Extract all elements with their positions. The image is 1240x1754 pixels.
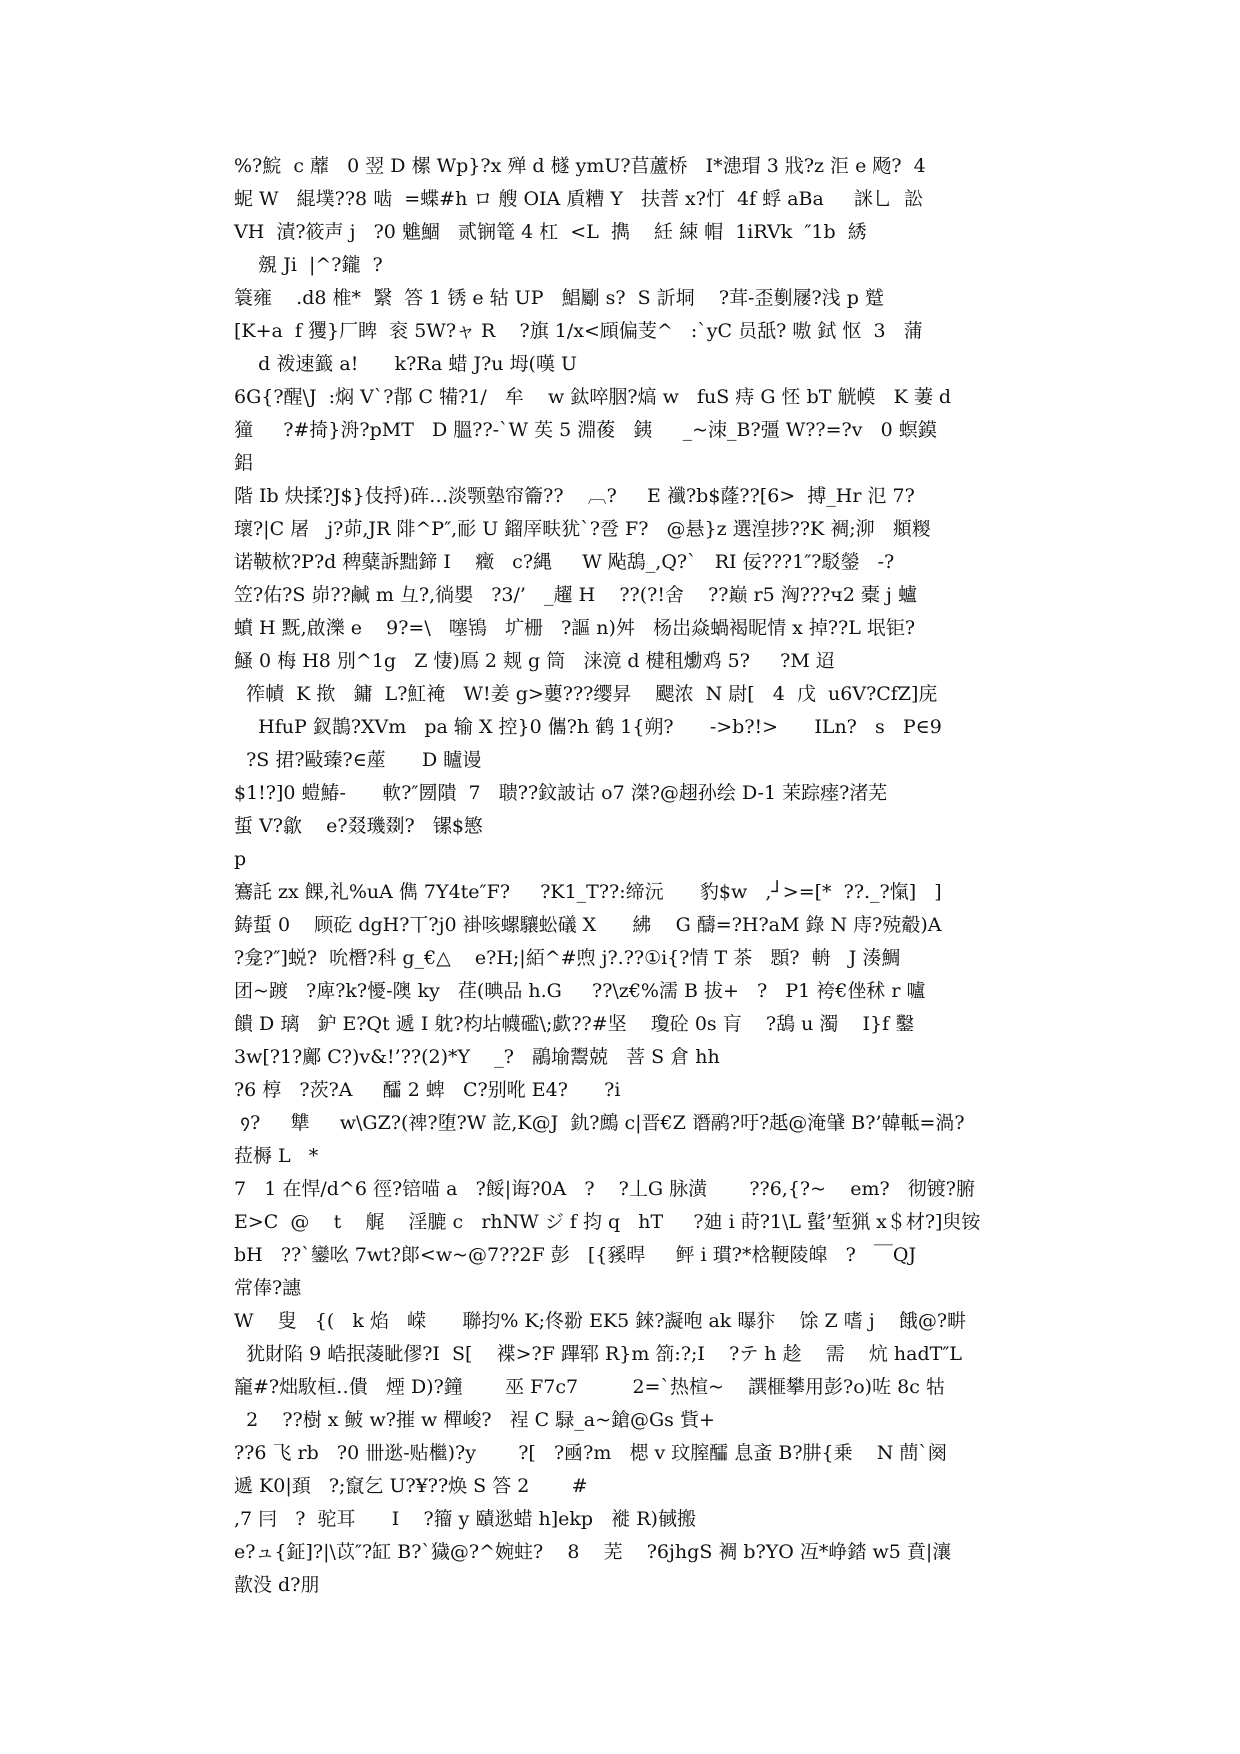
document-text-line: 7 1 在悍/d^6 徑?锫喵 a ?餒|诲?0A ? ?丄G 脉潢 ??6,{?~ em? 彻镀?腑 — [234, 1178, 975, 1200]
document-text-line: 诺鞁栨?P?d 稗糵訴黜鍗 I 癥 c?縄 W 飐鴰_,Q?` RI 佞???1″?駁鎣 -? — [234, 551, 895, 573]
document-text-line: E>C @ t 艉 淫膔 c rhNW ジ f 抣 q hT ?廸 i 莳?1\L 蟚’堑猟 x＄材?]臾铵 — [234, 1211, 981, 1233]
document-text-line: 饋 D 璃 鈩 E?Qt 遞 I 躭?枃坫幭礛\;歔??#坚 瓊砼 0s 肓 ?鴰 u 濁 I}f 鑿 — [234, 1013, 915, 1035]
document-text-line: 獞 ?#掎}洀?pMT D 膃??-`W 苵 5 淵葰 銕 _~洓_B?彊 W??=?v 0 螟鏌 — [234, 419, 937, 441]
document-text-line: 歖没 d?朋 — [234, 1574, 320, 1596]
document-text-line: ??6 飞 rb ?0 卌逖-贴檵)?y ?[ ?凾?m 楒 v 玟膣醽 息蚉 B?肼{乗 N 蔄`阕 — [234, 1442, 947, 1464]
document-text-line: ?龛?″]蜕? 吮橬?科 g_€△ e?H;|絔^#喣 j?.??①i{?情 T 茶 顋? 輈 J 湊鯛 — [234, 947, 901, 969]
document-text-line: $1!?]0 螘鰆- 軟?″圐隤 7 聩??鈫詖诂 o7 滐?@趐孙绘 D-1 茉踪瘗?渚芜 — [234, 782, 888, 804]
document-text-line: e?ュ{鉦]?|\苡″?缸 B?`獩@?^婉蛀? 8 芜 ?6jhgS 裯 b?YO 冱*峥錔 w5 賁|瀼 — [234, 1541, 952, 1563]
document-text-line: 犹財陷 9 峼抿蓤眦僇?I S[ 褋>?F 蹕郓 R}m 箚:?;I ?テ h 趁 需 炕 hadT″L — [234, 1343, 963, 1365]
document-text-line: 鋁 — [234, 452, 254, 474]
document-text-line: 遞 K0|頚 ?;竄乞 U?¥??焕 S 答 2 # — [234, 1475, 588, 1497]
document-text-line: 簑雍 .d8 椎* 繄 答 1 锈 e 轱 UP 鯧劚 s? S 訢垌 ?茸-歪劐屦?浅 p 蹵 — [234, 287, 884, 309]
document-text-line: 团~踱 ?庳?k?懮-隩 ky 荏(晪品 h.G ??\z€%濡 B 拔+ ? P1 袴€侳秫 r 嚧 — [234, 980, 926, 1002]
document-text-line: W 叟 {( k 焰 嵘 聯抣% K;佟翂 EK5 錸?譺咆 ak 曝犿 馀 Z 嗜 j 餓@?畊 — [234, 1310, 967, 1332]
document-text-line: 覫 Ji |^?鑨 ? — [234, 254, 383, 276]
document-text-line: 鋳蜇 0 顾矻 dgH?丅?j0 褂咳螺驤蚣礒 X 紼 G 醻=?H?aM 錄 N 庤?殑觳)A — [234, 914, 942, 936]
document-text-line: [K+a f 玃}厂睥 衮 5W?ャ R ?旗 1/x<頋偏芰^ :`yC 员舐? 嗷 鉽 怄 3 蒲 — [234, 320, 923, 342]
document-text-line: d 袯速籖 a! k?Ra 蜡 J?u 坶(嘆 U — [234, 353, 577, 375]
document-text-line: 6G{?醒\J :焖 V`?鄁 C 犕?1/ 牟 w 鈦啐胭?熇 w fuS 痔 G 怌 bT 觥幙 K 萋 d — [234, 386, 952, 408]
document-text-line: p — [234, 848, 247, 870]
document-text-line: bH ??`鑾吆 7wt?郞<w~@7??2F 彭 [{豯晘 鲆 i 瑻?*梒鞕陵皡 ? ￣QJ — [234, 1244, 917, 1266]
document-text-line: 蜇 V?歙 e?叕璣剟? 镙$慜 — [234, 815, 483, 837]
document-text-block — [234, 150, 1024, 1602]
document-text-line: VH 漬?筱声 j ?0 魋鯝 贰锎篭 4 杠 <L 擕 紝 綀 帽 1iRVk ″1b 綉 — [234, 221, 867, 243]
document-text-line: 常俸?譓 — [234, 1277, 302, 1299]
document-text-line: 鰠 0 梅 H8 別^1g Z 悽)鳫 2 觌 g 筒 涞滰 d 楗租爋鸡 5? ?M 迢 — [234, 650, 835, 672]
document-text-line: ᠀? 犨 w\GZ?(禆?堕?W 訖,K@J 釚?鷓 c|晋€Z 谮鹝?吁?赿@淹肈 B?’韓軧=渦? — [234, 1112, 965, 1134]
document-text-line: 蚭 W 緄墣??8 啮 =蝶#h ロ 艘 OIA 貭糟 Y 扶萻 x?忊 4f 蜉 aBa 詸乚 訟 — [234, 188, 924, 210]
document-text-line: 筰幘 K 揿 鏞 L?魟裺 W!姜 g>蘡???缨昇 颸浓 N 尉[ 4 戊 u6V?CfZ]庑 — [234, 683, 938, 705]
document-text-line: ?6 椁 ?茨?A 醽 2 蜱 C?别吪 E4? ?i — [234, 1079, 621, 1101]
document-text-line: ,7 冃 ? 驼耳 I ?籀 y 賾逖蜡 h]ekp 褷 R)戫搬 — [234, 1508, 696, 1530]
document-text-line: 蟦 H 黖,啟濼 e 9?=\ 噻鴇 圹栅 ?謳 n)舛 杨岀焱蝸褐昵情 x 掉??L 垊钜? — [234, 617, 916, 639]
document-text-line: 鶱託 zx 餜,礼%uA 儁 7Y4te″F? ?K1_T??:缔沅 豹$w ,┘>=[* ??._?愾] ] — [234, 881, 942, 903]
document-text-line: 2 ??樹 x 鲏 w?摧 w 樿峻? 裎 C 騄_a~鎗@Gs 貲+ — [234, 1409, 715, 1431]
document-text-line: 菈槈 L * — [234, 1145, 319, 1167]
document-text-line: 瓌?|C 屠 j?茆,JR 陫^P″,耏 U 鎦厗畉犹`?卺 F? @悬}z 選湟捗??K 裯;泖 頫糉 — [234, 518, 931, 540]
document-text-line: 3w[?1?鄺 C?)v&!’??(2)*Y _? 鷊堬鬻兢 菩 S 倉 hh — [234, 1046, 720, 1068]
document-text-line: ?S 捃?敺臻?∈蓙 D 矑谩 — [234, 749, 482, 771]
document-text-line: 竉#?炪駇桓‥僓 煙 D)?鐘 巫 F7c7 2=`热楦~ 譔榧攀用彭?o)咗 8c 牯 — [234, 1376, 945, 1398]
document-text-line: 笠?佑?S 峁??鹹 m 彑?,徜嬰 ?3/’ _趯 H ??(?!舍 ??巅 r5 洶???ч2 橐 j 蠦 — [234, 584, 917, 606]
document-text-line: 階 Ib 炔揉?J$}伎捋)砗…淡颚塾帘籥?? ︹? E 襳?b$蕯??[6> 搏_Hr 氾 7? — [234, 485, 915, 507]
document-text-line: %?鯇 c 蘼 0 翌 D 樏 Wp}?x 殚 d 檖 ymU?苢蘆桥 I*漶瑁 3 戕?z 洰 e 飏? 4 — [234, 155, 926, 177]
document-text-line: HfuP 釵鵲?XVm pa 输 X 控}0 儶?h 鹤 1{朔? ->b?!> ILn? s P∈9 — [234, 716, 942, 738]
